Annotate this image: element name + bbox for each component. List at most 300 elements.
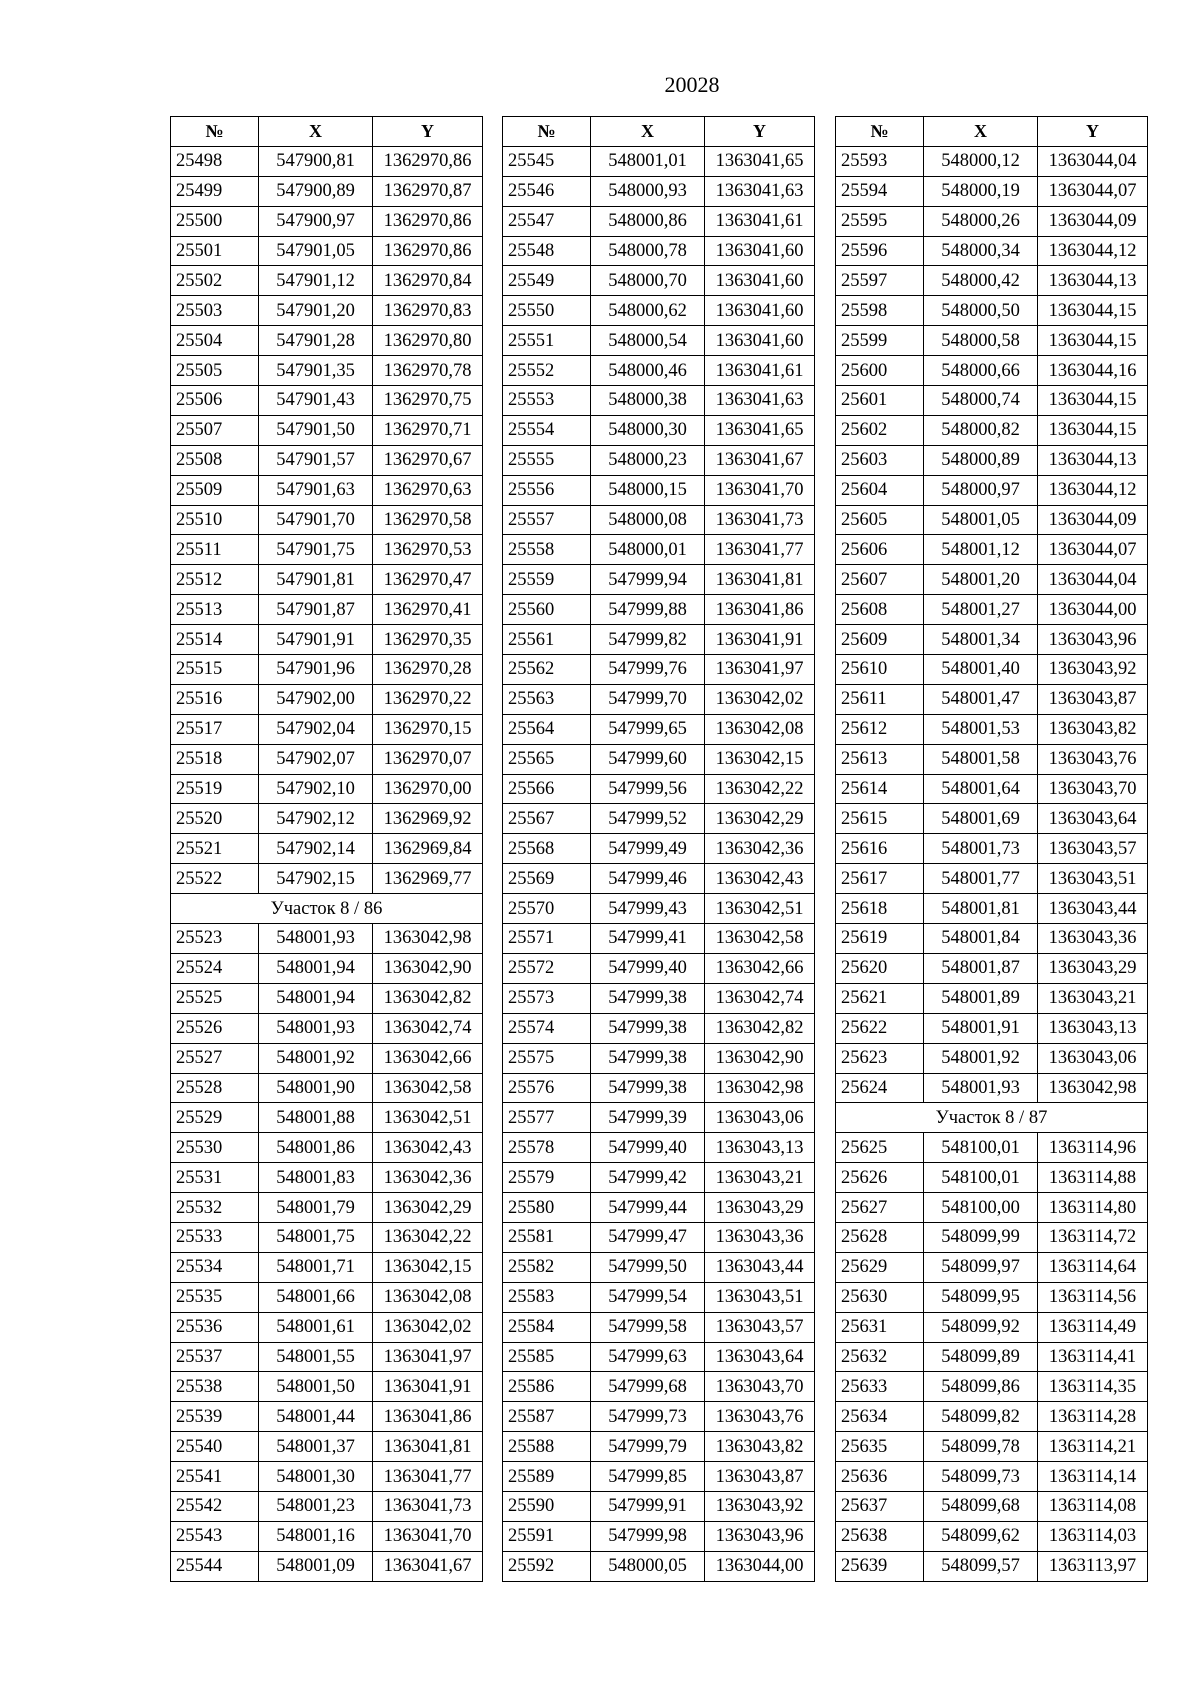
table-row <box>503 206 815 236</box>
point-number-cell: 25601 <box>836 386 924 416</box>
table-row <box>171 1222 483 1252</box>
x-coordinate-cell: 547999,68 <box>591 1372 705 1402</box>
y-coordinate-cell: 1363043,87 <box>1038 684 1148 714</box>
point-number-cell: 25571 <box>503 924 591 954</box>
point-number-cell: 25606 <box>836 535 924 565</box>
point-number-cell: 25539 <box>171 1402 259 1432</box>
point-number-cell: 25599 <box>836 326 924 356</box>
y-coordinate-cell: 1362969,84 <box>373 834 483 864</box>
table-row <box>171 386 483 416</box>
point-number-cell: 25567 <box>503 804 591 834</box>
point-number-cell: 25619 <box>836 924 924 954</box>
point-number-cell: 25523 <box>171 924 259 954</box>
y-coordinate-cell: 1363043,44 <box>705 1252 815 1282</box>
point-number-cell: 25553 <box>503 386 591 416</box>
x-coordinate-cell: 548001,37 <box>259 1432 373 1462</box>
y-coordinate-cell: 1363041,91 <box>373 1372 483 1402</box>
x-coordinate-cell: 548000,01 <box>591 535 705 565</box>
y-coordinate-cell: 1363114,03 <box>1038 1521 1148 1551</box>
table-row <box>503 834 815 864</box>
y-coordinate-cell: 1363041,73 <box>705 505 815 535</box>
table-row <box>171 1372 483 1402</box>
y-coordinate-cell: 1363041,60 <box>705 296 815 326</box>
table-row <box>171 1133 483 1163</box>
table-row <box>503 565 815 595</box>
point-number-cell: 25509 <box>171 475 259 505</box>
table-row <box>836 983 1148 1013</box>
x-coordinate-cell: 548000,97 <box>924 475 1038 505</box>
point-number-cell: 25560 <box>503 595 591 625</box>
point-number-cell: 25629 <box>836 1252 924 1282</box>
table-row <box>836 1402 1148 1432</box>
point-number-cell: 25637 <box>836 1491 924 1521</box>
y-coordinate-cell: 1363042,82 <box>373 983 483 1013</box>
y-coordinate-cell: 1363042,58 <box>373 1073 483 1103</box>
table-row <box>503 356 815 386</box>
y-coordinate-cell: 1363114,72 <box>1038 1222 1148 1252</box>
x-coordinate-cell: 547999,38 <box>591 1013 705 1043</box>
table-row <box>836 953 1148 983</box>
y-coordinate-cell: 1363114,96 <box>1038 1133 1148 1163</box>
x-coordinate-cell: 548000,78 <box>591 236 705 266</box>
table-row <box>503 326 815 356</box>
y-coordinate-cell: 1363042,43 <box>373 1133 483 1163</box>
x-coordinate-cell: 548001,53 <box>924 714 1038 744</box>
y-coordinate-cell: 1363041,77 <box>705 535 815 565</box>
x-coordinate-cell: 548099,78 <box>924 1432 1038 1462</box>
table-row <box>836 565 1148 595</box>
point-number-cell: 25556 <box>503 475 591 505</box>
table-row <box>503 684 815 714</box>
x-coordinate-cell: 547902,00 <box>259 684 373 714</box>
point-number-cell: 25610 <box>836 655 924 685</box>
table-row <box>836 1282 1148 1312</box>
point-number-cell: 25585 <box>503 1342 591 1372</box>
x-coordinate-cell: 548099,62 <box>924 1521 1038 1551</box>
table-row <box>503 1312 815 1342</box>
x-coordinate-cell: 548000,58 <box>924 326 1038 356</box>
y-coordinate-cell: 1363114,41 <box>1038 1342 1148 1372</box>
x-coordinate-cell: 548000,12 <box>924 146 1038 176</box>
x-coordinate-cell: 547902,12 <box>259 804 373 834</box>
point-number-cell: 25500 <box>171 206 259 236</box>
y-coordinate-cell: 1363042,66 <box>373 1043 483 1073</box>
x-coordinate-cell: 548000,42 <box>924 266 1038 296</box>
table-row <box>503 445 815 475</box>
point-number-cell: 25638 <box>836 1521 924 1551</box>
point-number-cell: 25538 <box>171 1372 259 1402</box>
table-row <box>836 1043 1148 1073</box>
table-row <box>836 415 1148 445</box>
y-coordinate-cell: 1362970,84 <box>373 266 483 296</box>
y-coordinate-cell: 1363043,57 <box>705 1312 815 1342</box>
point-number-cell: 25623 <box>836 1043 924 1073</box>
y-coordinate-cell: 1363042,22 <box>373 1222 483 1252</box>
x-coordinate-cell: 547901,91 <box>259 625 373 655</box>
point-number-cell: 25528 <box>171 1073 259 1103</box>
point-number-cell: 25525 <box>171 983 259 1013</box>
y-coordinate-cell: 1363043,06 <box>1038 1043 1148 1073</box>
x-coordinate-cell: 548000,23 <box>591 445 705 475</box>
y-coordinate-cell: 1362970,78 <box>373 356 483 386</box>
point-number-cell: 25533 <box>171 1222 259 1252</box>
x-coordinate-cell: 547999,58 <box>591 1312 705 1342</box>
point-number-cell: 25574 <box>503 1013 591 1043</box>
y-coordinate-cell: 1363044,13 <box>1038 266 1148 296</box>
y-coordinate-cell: 1363042,82 <box>705 1013 815 1043</box>
point-number-cell: 25537 <box>171 1342 259 1372</box>
x-coordinate-cell: 548001,77 <box>924 864 1038 894</box>
y-coordinate-cell: 1363041,63 <box>705 386 815 416</box>
x-coordinate-cell: 547999,82 <box>591 625 705 655</box>
x-coordinate-cell: 548099,68 <box>924 1491 1038 1521</box>
y-coordinate-cell: 1363042,02 <box>705 684 815 714</box>
y-coordinate-cell: 1363041,77 <box>373 1462 483 1492</box>
table-row <box>836 1521 1148 1551</box>
table-row <box>503 236 815 266</box>
table-row <box>836 864 1148 894</box>
x-coordinate-cell: 548100,01 <box>924 1163 1038 1193</box>
y-coordinate-cell: 1362970,47 <box>373 565 483 595</box>
y-coordinate-cell: 1363042,29 <box>705 804 815 834</box>
y-coordinate-cell: 1362970,00 <box>373 774 483 804</box>
table-row <box>836 625 1148 655</box>
x-coordinate-cell: 548000,34 <box>924 236 1038 266</box>
x-coordinate-cell: 548099,57 <box>924 1551 1038 1581</box>
point-number-cell: 25504 <box>171 326 259 356</box>
y-coordinate-cell: 1363114,08 <box>1038 1491 1148 1521</box>
x-coordinate-cell: 548000,19 <box>924 176 1038 206</box>
x-coordinate-cell: 548000,70 <box>591 266 705 296</box>
y-coordinate-cell: 1363042,51 <box>705 894 815 924</box>
y-coordinate-cell: 1363044,15 <box>1038 296 1148 326</box>
x-coordinate-cell: 547999,60 <box>591 744 705 774</box>
x-coordinate-cell: 548000,26 <box>924 206 1038 236</box>
x-coordinate-cell: 548001,47 <box>924 684 1038 714</box>
point-number-cell: 25514 <box>171 625 259 655</box>
y-coordinate-cell: 1363041,65 <box>705 146 815 176</box>
point-number-cell: 25605 <box>836 505 924 535</box>
y-coordinate-cell: 1363041,61 <box>705 206 815 236</box>
y-coordinate-cell: 1362970,63 <box>373 475 483 505</box>
table-row <box>836 1133 1148 1163</box>
point-number-cell: 25577 <box>503 1103 591 1133</box>
y-coordinate-cell: 1362970,86 <box>373 236 483 266</box>
y-coordinate-cell: 1363042,74 <box>373 1013 483 1043</box>
point-number-cell: 25634 <box>836 1402 924 1432</box>
point-number-cell: 25515 <box>171 655 259 685</box>
x-coordinate-cell: 547999,79 <box>591 1432 705 1462</box>
point-number-cell: 25624 <box>836 1073 924 1103</box>
x-coordinate-cell: 547999,52 <box>591 804 705 834</box>
table-row <box>171 625 483 655</box>
header-x: X <box>591 117 705 147</box>
table-row <box>171 1312 483 1342</box>
x-coordinate-cell: 548001,30 <box>259 1462 373 1492</box>
table-row <box>171 1462 483 1492</box>
point-number-cell: 25521 <box>171 834 259 864</box>
x-coordinate-cell: 547999,49 <box>591 834 705 864</box>
x-coordinate-cell: 548001,87 <box>924 953 1038 983</box>
table-row <box>503 1252 815 1282</box>
y-coordinate-cell: 1363043,36 <box>705 1222 815 1252</box>
x-coordinate-cell: 548001,27 <box>924 595 1038 625</box>
x-coordinate-cell: 547901,87 <box>259 595 373 625</box>
table-row <box>836 386 1148 416</box>
x-coordinate-cell: 547999,98 <box>591 1521 705 1551</box>
table-row <box>503 386 815 416</box>
y-coordinate-cell: 1363041,60 <box>705 326 815 356</box>
point-number-cell: 25519 <box>171 774 259 804</box>
point-number-cell: 25544 <box>171 1551 259 1581</box>
y-coordinate-cell: 1363043,36 <box>1038 924 1148 954</box>
point-number-cell: 25583 <box>503 1282 591 1312</box>
point-number-cell: 25575 <box>503 1043 591 1073</box>
point-number-cell: 25503 <box>171 296 259 326</box>
y-coordinate-cell: 1363043,76 <box>1038 744 1148 774</box>
y-coordinate-cell: 1363044,16 <box>1038 356 1148 386</box>
y-coordinate-cell: 1363042,98 <box>705 1073 815 1103</box>
point-number-cell: 25602 <box>836 415 924 445</box>
table-row <box>171 326 483 356</box>
header-y: Y <box>373 117 483 147</box>
x-coordinate-cell: 548001,55 <box>259 1342 373 1372</box>
table-row <box>836 1222 1148 1252</box>
x-coordinate-cell: 548001,86 <box>259 1133 373 1163</box>
point-number-cell: 25598 <box>836 296 924 326</box>
coordinates-table-2 <box>502 116 815 1582</box>
y-coordinate-cell: 1363041,81 <box>373 1432 483 1462</box>
x-coordinate-cell: 548001,83 <box>259 1163 373 1193</box>
point-number-cell: 25520 <box>171 804 259 834</box>
x-coordinate-cell: 548001,79 <box>259 1193 373 1223</box>
x-coordinate-cell: 548001,20 <box>924 565 1038 595</box>
x-coordinate-cell: 547900,81 <box>259 146 373 176</box>
y-coordinate-cell: 1363041,67 <box>373 1551 483 1581</box>
point-number-cell: 25608 <box>836 595 924 625</box>
y-coordinate-cell: 1363042,66 <box>705 953 815 983</box>
x-coordinate-cell: 548001,94 <box>259 953 373 983</box>
table-row <box>503 1551 815 1581</box>
point-number-cell: 25526 <box>171 1013 259 1043</box>
table-row <box>171 356 483 386</box>
table-row <box>503 1013 815 1043</box>
table-row <box>836 1462 1148 1492</box>
coordinates-table-3 <box>835 116 1148 1582</box>
table-row <box>503 953 815 983</box>
y-coordinate-cell: 1363043,06 <box>705 1103 815 1133</box>
header-y: Y <box>705 117 815 147</box>
point-number-cell: 25620 <box>836 953 924 983</box>
point-number-cell: 25622 <box>836 1013 924 1043</box>
point-number-cell: 25501 <box>171 236 259 266</box>
y-coordinate-cell: 1363041,86 <box>373 1402 483 1432</box>
point-number-cell: 25630 <box>836 1282 924 1312</box>
x-coordinate-cell: 547902,07 <box>259 744 373 774</box>
table-row <box>836 1163 1148 1193</box>
table-row <box>171 296 483 326</box>
point-number-cell: 25551 <box>503 326 591 356</box>
table-row <box>503 1133 815 1163</box>
y-coordinate-cell: 1363044,09 <box>1038 505 1148 535</box>
table-row <box>836 595 1148 625</box>
x-coordinate-cell: 547999,70 <box>591 684 705 714</box>
point-number-cell: 25597 <box>836 266 924 296</box>
x-coordinate-cell: 547902,14 <box>259 834 373 864</box>
y-coordinate-cell: 1363044,15 <box>1038 415 1148 445</box>
x-coordinate-cell: 548001,66 <box>259 1282 373 1312</box>
table-row <box>171 983 483 1013</box>
table-row <box>503 1103 815 1133</box>
y-coordinate-cell: 1362970,87 <box>373 176 483 206</box>
x-coordinate-cell: 548001,93 <box>259 924 373 954</box>
point-number-cell: 25564 <box>503 714 591 744</box>
table-row <box>503 505 815 535</box>
x-coordinate-cell: 548001,12 <box>924 535 1038 565</box>
y-coordinate-cell: 1363041,61 <box>705 356 815 386</box>
table-row <box>836 774 1148 804</box>
point-number-cell: 25522 <box>171 864 259 894</box>
point-number-cell: 25530 <box>171 1133 259 1163</box>
table-row <box>836 804 1148 834</box>
table-row <box>503 744 815 774</box>
y-coordinate-cell: 1363041,60 <box>705 236 815 266</box>
x-coordinate-cell: 548000,89 <box>924 445 1038 475</box>
table-row <box>171 1521 483 1551</box>
y-coordinate-cell: 1363041,86 <box>705 595 815 625</box>
point-number-cell: 25568 <box>503 834 591 864</box>
point-number-cell: 25621 <box>836 983 924 1013</box>
y-coordinate-cell: 1363043,70 <box>1038 774 1148 804</box>
point-number-cell: 25615 <box>836 804 924 834</box>
x-coordinate-cell: 548099,86 <box>924 1372 1038 1402</box>
point-number-cell: 25547 <box>503 206 591 236</box>
point-number-cell: 25498 <box>171 146 259 176</box>
point-number-cell: 25550 <box>503 296 591 326</box>
x-coordinate-cell: 548001,44 <box>259 1402 373 1432</box>
header-number: № <box>171 117 259 147</box>
y-coordinate-cell: 1363042,98 <box>373 924 483 954</box>
x-coordinate-cell: 548100,00 <box>924 1193 1038 1223</box>
x-coordinate-cell: 547901,20 <box>259 296 373 326</box>
y-coordinate-cell: 1362970,58 <box>373 505 483 535</box>
point-number-cell: 25607 <box>836 565 924 595</box>
x-coordinate-cell: 548001,93 <box>924 1073 1038 1103</box>
page-number: 20028 <box>664 72 720 97</box>
table-row <box>503 894 815 924</box>
y-coordinate-cell: 1363043,21 <box>705 1163 815 1193</box>
x-coordinate-cell: 547999,43 <box>591 894 705 924</box>
table-row <box>836 714 1148 744</box>
point-number-cell: 25554 <box>503 415 591 445</box>
y-coordinate-cell: 1363042,43 <box>705 864 815 894</box>
point-number-cell: 25628 <box>836 1222 924 1252</box>
table-row <box>503 1521 815 1551</box>
point-number-cell: 25541 <box>171 1462 259 1492</box>
table-row <box>171 1551 483 1581</box>
y-coordinate-cell: 1363041,70 <box>373 1521 483 1551</box>
table-row <box>171 236 483 266</box>
table-row <box>503 924 815 954</box>
x-coordinate-cell: 548001,69 <box>924 804 1038 834</box>
y-coordinate-cell: 1363041,70 <box>705 475 815 505</box>
x-coordinate-cell: 547901,63 <box>259 475 373 505</box>
x-coordinate-cell: 547901,70 <box>259 505 373 535</box>
table-row <box>503 1222 815 1252</box>
point-number-cell: 25593 <box>836 146 924 176</box>
x-coordinate-cell: 548001,09 <box>259 1551 373 1581</box>
table-row <box>171 1252 483 1282</box>
table-row <box>171 774 483 804</box>
point-number-cell: 25589 <box>503 1462 591 1492</box>
x-coordinate-cell: 547900,97 <box>259 206 373 236</box>
x-coordinate-cell: 548001,89 <box>924 983 1038 1013</box>
point-number-cell: 25548 <box>503 236 591 266</box>
y-coordinate-cell: 1362970,53 <box>373 535 483 565</box>
table-row <box>836 1252 1148 1282</box>
section-row <box>171 894 483 924</box>
x-coordinate-cell: 548000,74 <box>924 386 1038 416</box>
point-number-cell: 25631 <box>836 1312 924 1342</box>
x-coordinate-cell: 548001,75 <box>259 1222 373 1252</box>
y-coordinate-cell: 1363114,21 <box>1038 1432 1148 1462</box>
y-coordinate-cell: 1362970,83 <box>373 296 483 326</box>
x-coordinate-cell: 548001,84 <box>924 924 1038 954</box>
table-row <box>171 804 483 834</box>
x-coordinate-cell: 547999,54 <box>591 1282 705 1312</box>
point-number-cell: 25584 <box>503 1312 591 1342</box>
x-coordinate-cell: 548000,38 <box>591 386 705 416</box>
x-coordinate-cell: 547999,41 <box>591 924 705 954</box>
point-number-cell: 25534 <box>171 1252 259 1282</box>
y-coordinate-cell: 1363041,97 <box>705 655 815 685</box>
y-coordinate-cell: 1363044,00 <box>705 1551 815 1581</box>
table-row <box>836 296 1148 326</box>
point-number-cell: 25587 <box>503 1402 591 1432</box>
y-coordinate-cell: 1362970,15 <box>373 714 483 744</box>
x-coordinate-cell: 548001,58 <box>924 744 1038 774</box>
table-row <box>171 415 483 445</box>
table-row <box>171 1073 483 1103</box>
x-coordinate-cell: 548001,34 <box>924 625 1038 655</box>
y-coordinate-cell: 1363043,64 <box>1038 804 1148 834</box>
table-row <box>503 983 815 1013</box>
point-number-cell: 25635 <box>836 1432 924 1462</box>
table-row <box>836 266 1148 296</box>
y-coordinate-cell: 1363043,76 <box>705 1402 815 1432</box>
header-y: Y <box>1038 117 1148 147</box>
table-row <box>171 834 483 864</box>
y-coordinate-cell: 1363044,15 <box>1038 386 1148 416</box>
y-coordinate-cell: 1363042,90 <box>373 953 483 983</box>
table-row <box>503 1282 815 1312</box>
table-row <box>503 1342 815 1372</box>
y-coordinate-cell: 1362970,22 <box>373 684 483 714</box>
y-coordinate-cell: 1363044,13 <box>1038 445 1148 475</box>
table-row <box>836 356 1148 386</box>
y-coordinate-cell: 1363042,15 <box>373 1252 483 1282</box>
table-row <box>836 326 1148 356</box>
x-coordinate-cell: 547999,73 <box>591 1402 705 1432</box>
table-row <box>836 1312 1148 1342</box>
y-coordinate-cell: 1363044,04 <box>1038 565 1148 595</box>
y-coordinate-cell: 1363042,36 <box>705 834 815 864</box>
x-coordinate-cell: 548099,95 <box>924 1282 1038 1312</box>
y-coordinate-cell: 1363043,92 <box>1038 655 1148 685</box>
point-number-cell: 25511 <box>171 535 259 565</box>
x-coordinate-cell: 547999,38 <box>591 1043 705 1073</box>
point-number-cell: 25594 <box>836 176 924 206</box>
